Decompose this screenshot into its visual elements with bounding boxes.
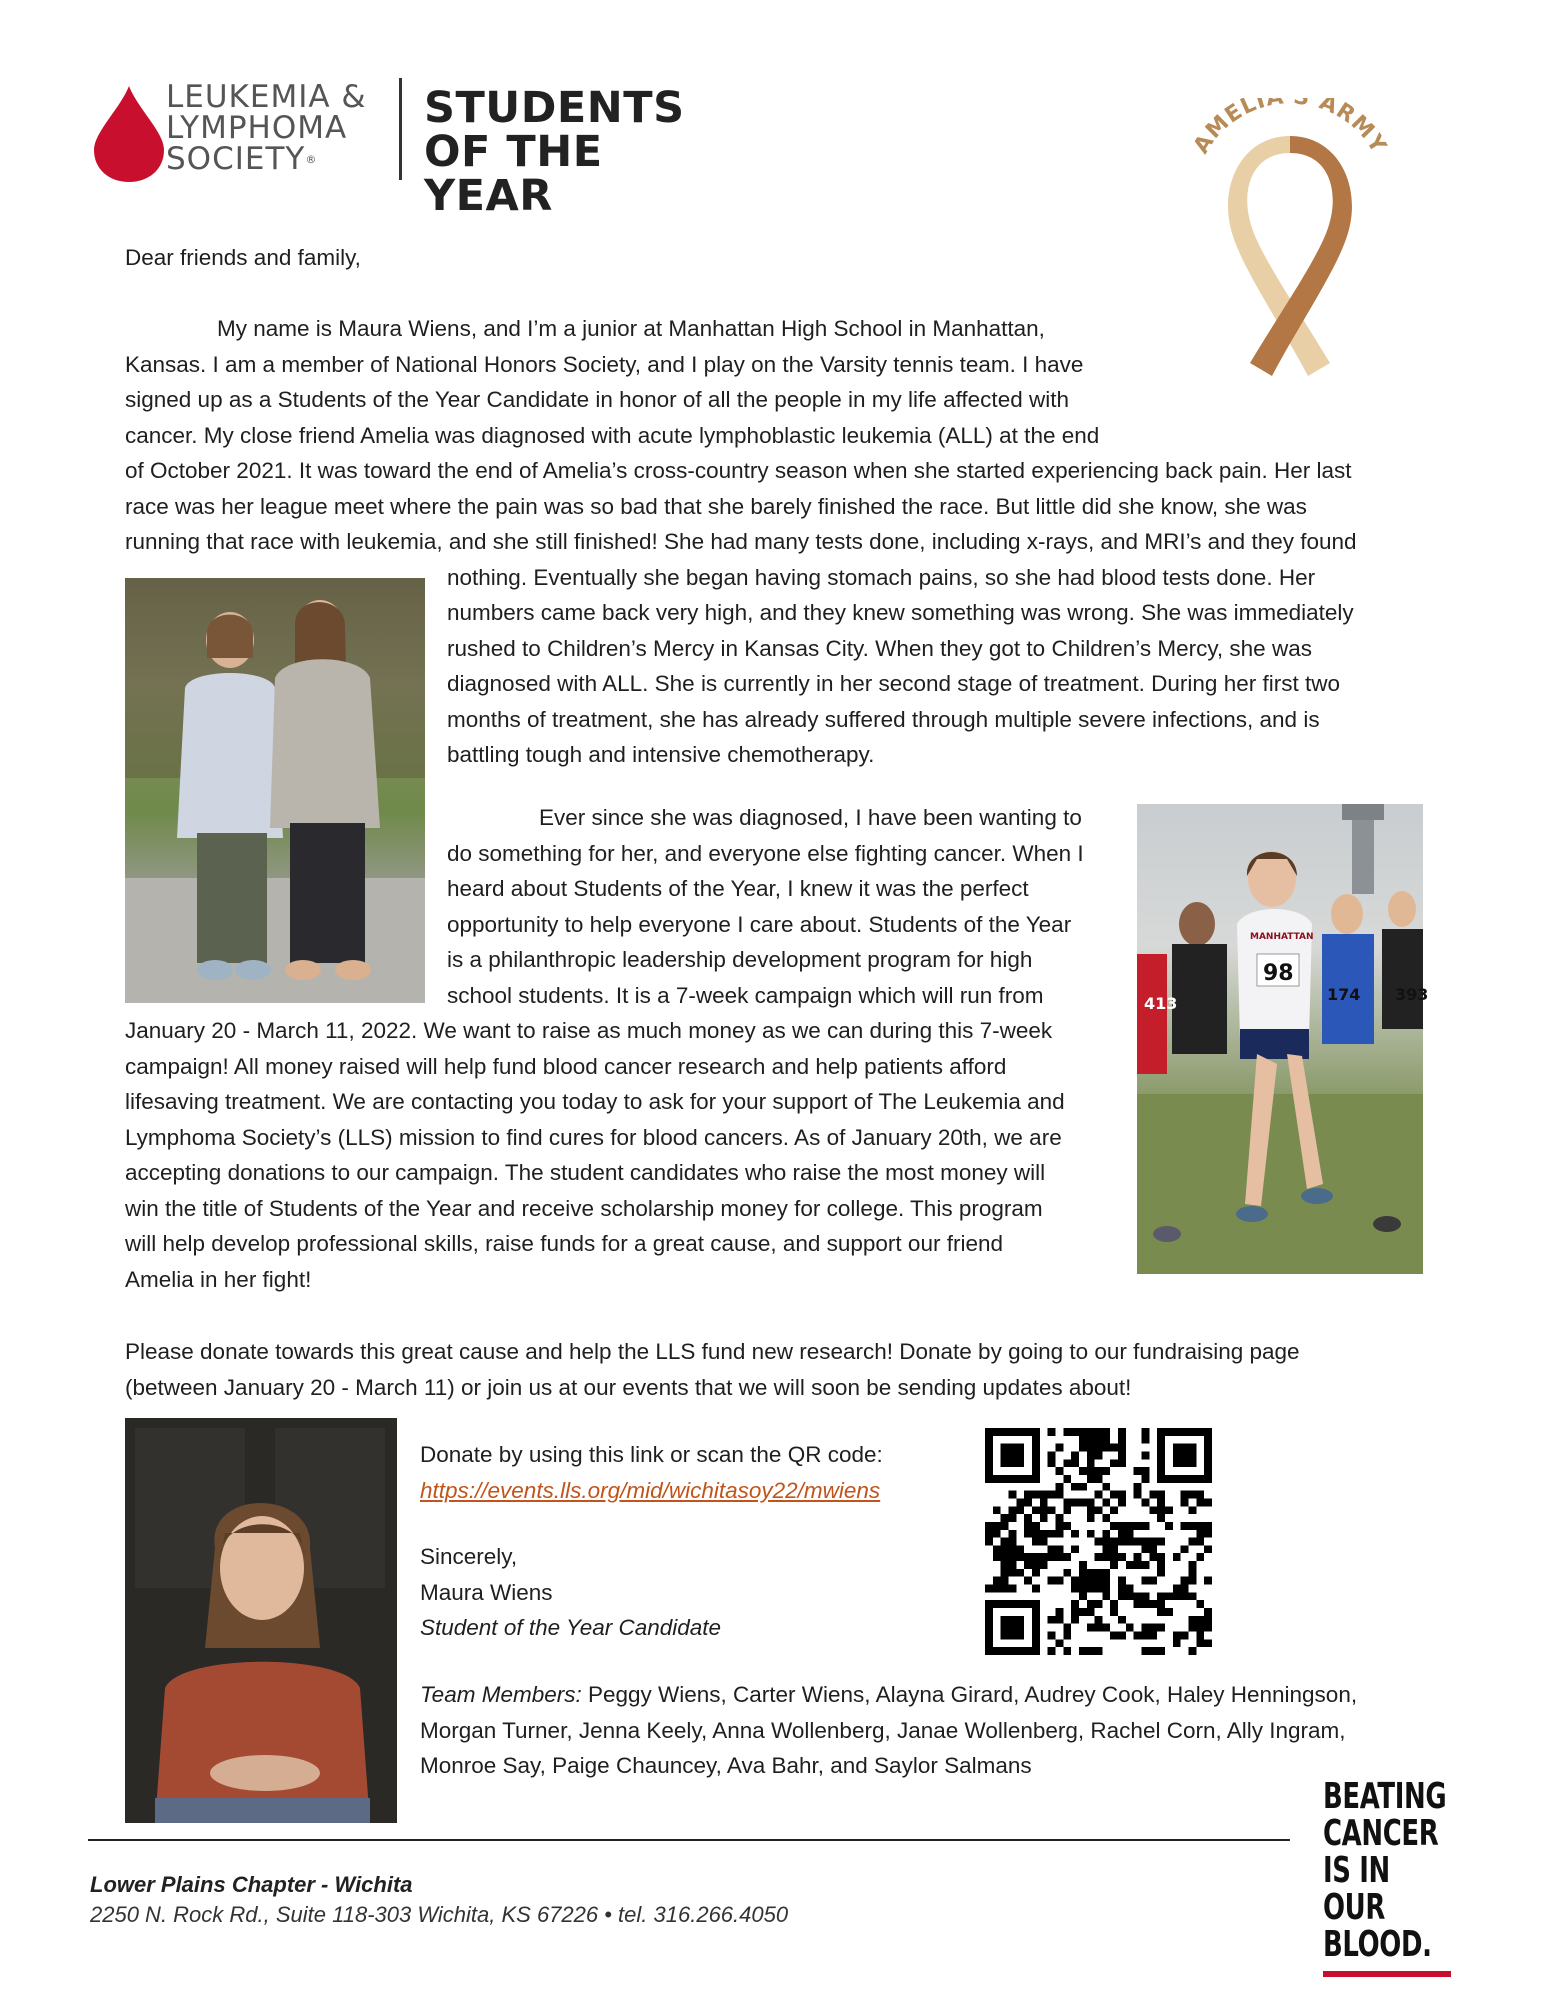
logo-divider [399,78,402,180]
text-line: signed up as a Students of the Year Candidate in honor of all the people in my life affected with [125,387,1069,412]
tagline-underline [1323,1971,1451,1977]
footer-divider [88,1839,1290,1841]
text-line: rushed to Children’s Mercy in Kansas City. When they got to Children’s Mercy, she was [447,635,1312,661]
army-arc-text: AMELIA ARMY [1189,98,1391,159]
text-line: running that race with leukemia, and she still finished! She had many tests done, including x-rays, and MRI’s and they found [125,529,1357,554]
text-line: school students. It is a 7-week campaign which will run from [447,982,1044,1008]
signer-name: Maura Wiens [420,1579,553,1605]
closing: Sincerely, [420,1544,518,1569]
signer-role: Student of the Year Candidate [420,1615,722,1640]
blood-drop-icon [90,84,168,184]
team-line: Monroe Say, Paige Chauncey, Ava Bahr, and Saylor Salmans [420,1753,1032,1778]
text-line: Amelia in her fight! [125,1266,312,1292]
text-line: of October 2021. It was toward the end of Amelia’s cross-country season when she started experiencing back pain. Her last [125,458,1352,483]
text-line: race was her league meet where the pain was so bad that she barely finished the race. But little did she know, she was [125,493,1307,519]
lls-name-line: LEUKEMIA & [166,79,367,115]
donate-section [420,1437,980,1646]
text-line: months of treatment, she has already suffered through multiple severe infections, and is [447,706,1320,732]
text-line: heard about Students of the Year, I knew it was the perfect [447,876,1029,901]
team-line: Morgan Turner, Jenna Keely, Anna Wollenberg, Janae Wollenberg, Rachel Corn, Ally Ingram, [420,1717,1346,1743]
text-line: opportunity to help everyone I care about. Students of the Year [447,911,1072,937]
text-line: Kansas. I am a member of National Honors Society, and I play on the Varsity tennis team. I have [125,351,1084,377]
chapter-address: 2250 N. Rock Rd., Suite 118-303 Wichita, KS 67226 • tel. 316.266.4050 [90,1902,789,1927]
text-line: Lymphoma Society’s (LLS) mission to find cures for blood cancers. As of January 20th, we are [125,1124,1062,1150]
paragraph-2 [125,800,1125,1297]
text-line: nothing. Eventually she began having stomach pains, so she had blood tests done. Her [447,564,1316,590]
lls-logo [90,78,730,221]
tagline-line: BEATING [1323,1776,1447,1817]
runner-bib-number: 393 [1395,985,1429,1004]
tagline-line: OUR BLOOD. [1323,1887,1432,1965]
text-line: accepting donations to our campaign. The student candidates who raise the most money will [125,1160,1046,1185]
footer-address-block [90,1870,788,1930]
soy-title-line: STUDENTS [424,83,685,133]
text-line: numbers came back very high, and they knew something was wrong. She was immediately [447,600,1354,625]
chapter-name: Lower Plains Chapter - Wichita [90,1872,413,1897]
registered-mark: ® [305,153,318,166]
text-line: battling tough and intensive chemotherapy. [447,742,875,767]
text-line: will help develop professional skills, raise funds for a great cause, and support our friend [125,1231,1003,1256]
runners-photo [1137,804,1429,1274]
runner-bib-number: 413 [1144,994,1178,1013]
runner-bib-number: 98 [1263,961,1294,986]
text-line: Ever since she was diagnosed, I have been wanting to [539,805,1082,830]
runner-jersey-text: MANHATTAN [1250,932,1314,942]
qr-code[interactable] [985,1428,1212,1655]
lls-name-line: SOCIETY [166,141,306,177]
text-line: campaign! All money raised will help fund blood cancer research and help patients afford [125,1053,1007,1079]
text-line: cancer. My close friend Amelia was diagnosed with acute lymphoblastic leukemia (ALL) at the end [125,422,1100,448]
tagline-line: IS IN [1323,1850,1390,1891]
text-line: Please donate towards this great cause and help the LLS fund new research! Donate by going to our fundraising page [125,1339,1300,1364]
soy-title-line: OF THE YEAR [424,127,603,221]
text-line: win the title of Students of the Year and receive scholarship money for college. This program [125,1195,1043,1221]
text-line: My name is Maura Wiens, and I’m a junior at Manhattan High School in Manhattan, [217,316,1045,341]
lls-name-line: LYMPHOMA [166,110,348,146]
donate-prompt: Donate by using this link or scan the QR code: [420,1442,883,1467]
text-line: is a philanthropic leadership development program for high [447,947,1033,972]
team-members [420,1677,1520,1784]
greeting: Dear friends and family, [125,245,361,270]
text-line: lifesaving treatment. We are contacting you today to ask for your support of The Leukemia and [125,1089,1065,1114]
text-line: diagnosed with ALL. She is currently in her second stage of treatment. During her first two [447,671,1340,696]
text-line: do something for her, and everyone else fighting cancer. When I [447,840,1084,866]
tagline-line: CANCER [1323,1813,1439,1854]
text-line: January 20 - March 11, 2022. We want to raise as much money as we can during this 7-week [125,1018,1053,1043]
team-label: Team Members: [420,1682,582,1707]
runner-bib-number: 174 [1327,985,1361,1004]
tagline [1323,1778,1503,1977]
portrait-photo [125,1418,397,1823]
team-line: Peggy Wiens, Carter Wiens, Alayna Girard, Audrey Cook, Haley Henningson, [581,1682,1358,1707]
text-line: (between January 20 - March 11) or join us at our events that we will soon be sending updates about! [125,1374,1132,1400]
donation-link[interactable]: https://events.lls.org/mid/wichitasoy22/mwiens [420,1477,881,1503]
paragraph-3 [125,1334,1445,1405]
